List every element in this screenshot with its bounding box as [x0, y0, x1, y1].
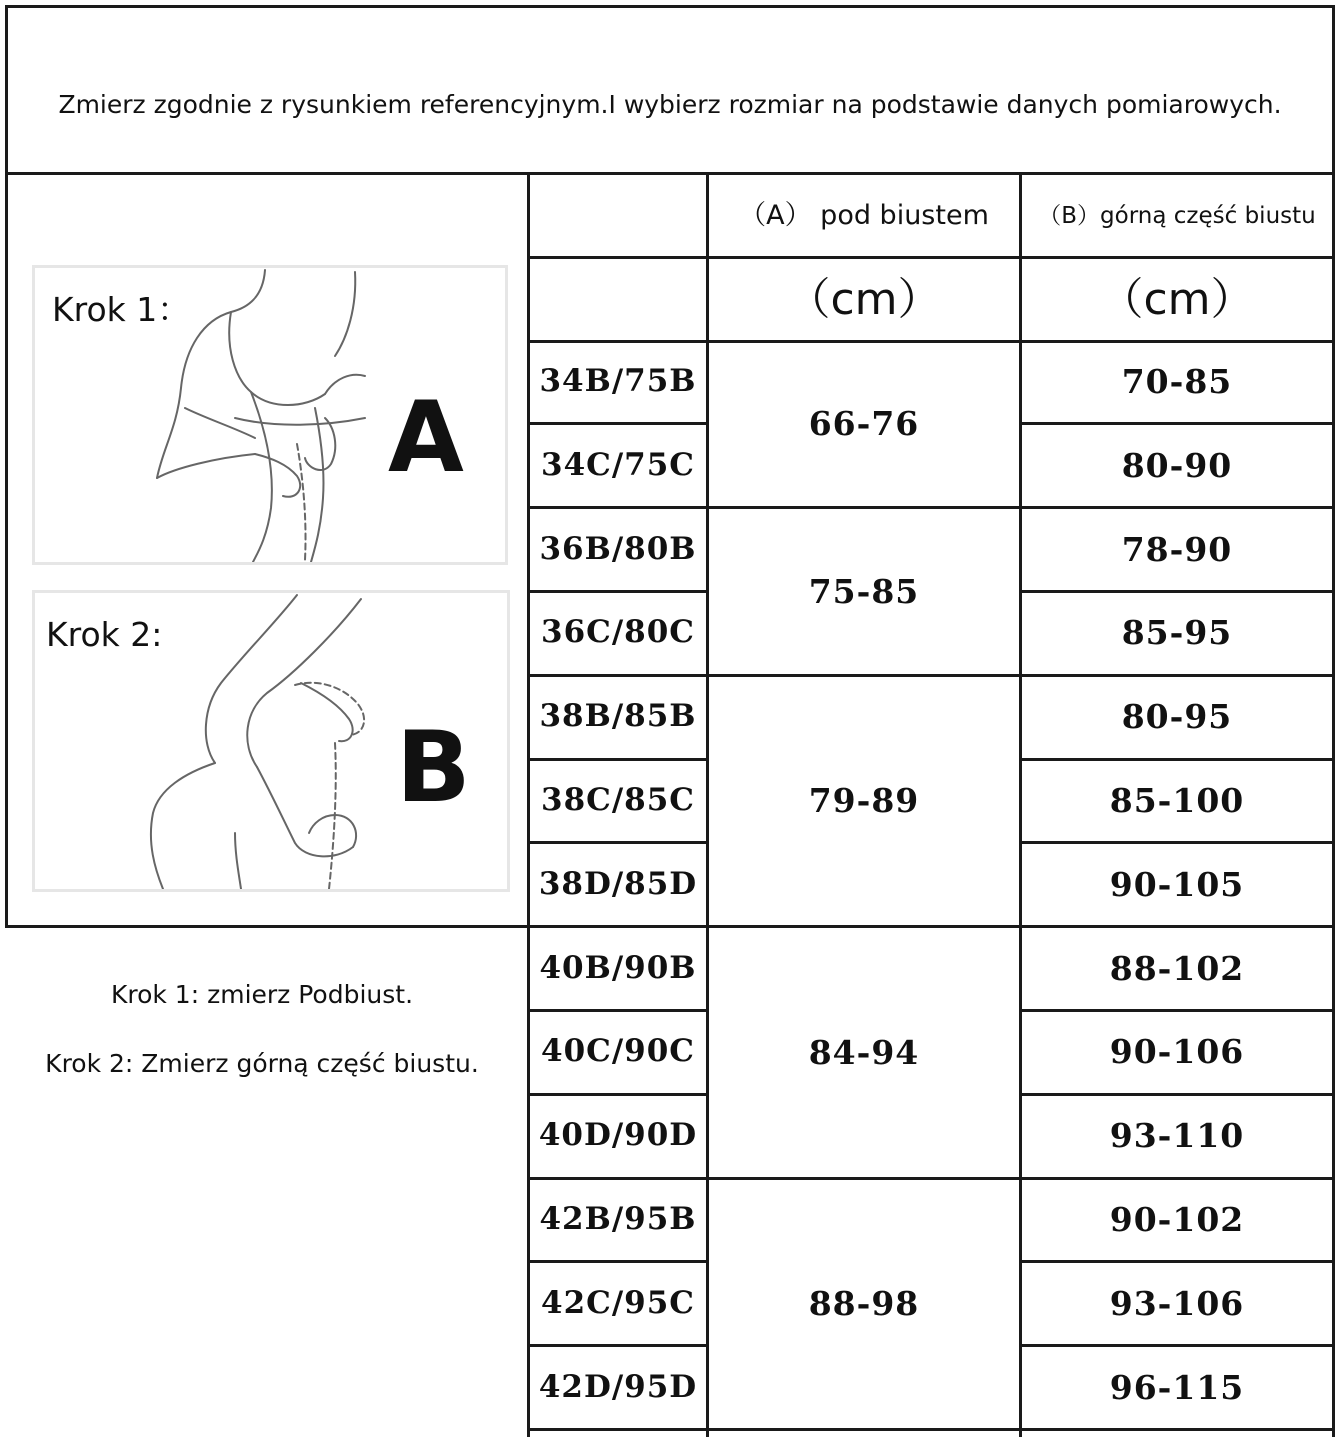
group-divider	[706, 1428, 1022, 1431]
overbust-cell: 78-90	[1121, 529, 1233, 569]
overbust-cell: 90-106	[1109, 1032, 1245, 1072]
size-cell: 36C/80C	[541, 614, 695, 651]
step2-figure-label: Krok 2:	[46, 615, 163, 654]
title-divider	[5, 172, 1335, 175]
size-cell: 40C/90C	[541, 1033, 695, 1070]
overbust-cell: 70-85	[1121, 362, 1233, 401]
left-panel-divider	[5, 925, 530, 928]
underbust-cell: 84-94	[808, 1032, 920, 1072]
underbust-cell: 88-98	[808, 1284, 920, 1323]
underbust-cell: 79-89	[808, 781, 920, 821]
step1-note: Krok 1: zmierz Podbiust.	[110, 980, 414, 1009]
overbust-cell: 96-115	[1109, 1367, 1245, 1407]
size-cell: 38B/85B	[539, 698, 697, 735]
size-cell: 40D/90D	[538, 1117, 698, 1154]
unit-underbust: （cm）	[786, 274, 942, 325]
row-divider	[527, 1428, 709, 1431]
size-cell: 38D/85D	[538, 865, 698, 902]
overbust-cell: 90-105	[1109, 864, 1245, 904]
unit-overbust: （cm）	[1099, 274, 1255, 325]
header-underbust: （A） pod biustem	[739, 200, 989, 231]
size-cell: 36B/80B	[539, 530, 697, 567]
underbust-cell: 66-76	[808, 404, 920, 443]
step2-note: Krok 2: Zmierz górną część biustu.	[45, 1049, 479, 1078]
overbust-cell: 80-90	[1121, 445, 1233, 485]
size-cell: 42D/95D	[538, 1368, 698, 1405]
size-cell: 42C/95C	[541, 1284, 695, 1321]
size-cell: 40B/90B	[539, 949, 697, 986]
size-cell: 42B/95B	[539, 1201, 697, 1237]
overbust-cell: 93-106	[1109, 1283, 1245, 1323]
header-divider	[527, 256, 1335, 259]
underbust-cell: 75-85	[808, 571, 920, 611]
frame-left	[5, 5, 8, 925]
page-title: Zmierz zgodnie z rysunkiem referencyjnym.I wybierz rozmiar na podstawie danych pomiarowych.	[58, 90, 1282, 119]
frame-right	[1332, 5, 1335, 1437]
overbust-cell: 85-100	[1109, 781, 1245, 820]
header-overbust: （B）górną część biustu	[1038, 203, 1316, 229]
size-cell: 34B/75B	[539, 363, 697, 399]
step2-figure-letter: B	[396, 711, 471, 825]
overbust-cell: 88-102	[1109, 948, 1245, 988]
step1-figure-letter: A	[388, 381, 464, 495]
frame-top	[5, 5, 1335, 8]
overbust-cell: 85-95	[1121, 613, 1233, 653]
size-cell: 34C/75C	[541, 446, 695, 483]
overbust-cell: 93-110	[1109, 1116, 1245, 1156]
row-divider	[1019, 1428, 1335, 1431]
overbust-cell: 90-102	[1109, 1200, 1245, 1239]
step1-figure-label: Krok 1：	[52, 290, 191, 329]
size-cell: 38C/85C	[541, 782, 695, 818]
overbust-cell: 80-95	[1121, 697, 1233, 737]
